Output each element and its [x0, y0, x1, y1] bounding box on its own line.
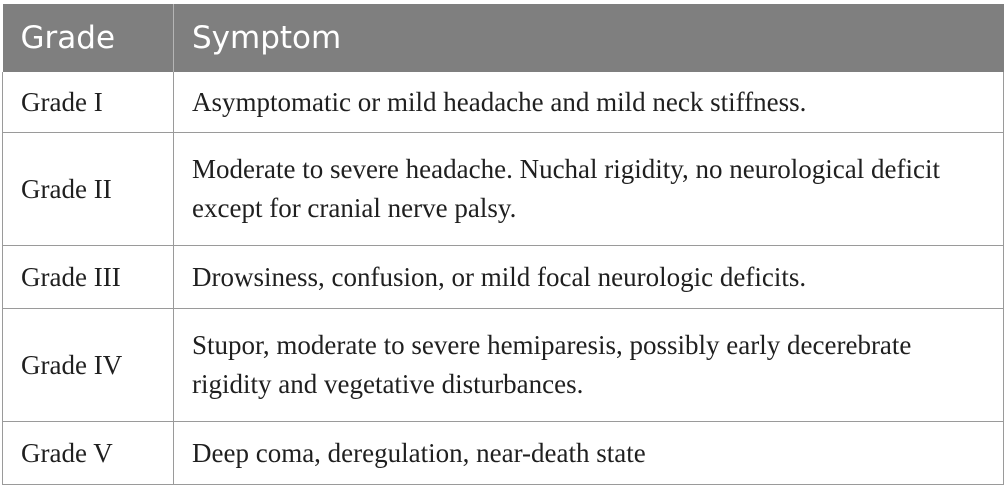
table-row: [3, 133, 1004, 246]
table-row: [3, 246, 1004, 309]
header-row: [3, 4, 1004, 72]
grade-cell: Grade V: [3, 422, 174, 485]
header-symptom: Symptom: [174, 4, 1004, 72]
grade-cell: Grade II: [3, 133, 174, 246]
grade-cell: Grade IV: [3, 309, 174, 422]
header-grade: Grade: [3, 4, 174, 72]
table-row: [3, 309, 1004, 422]
table-row: [3, 72, 1004, 133]
grading-table: [2, 4, 1004, 485]
grade-cell: Grade I: [3, 72, 174, 133]
symptom-cell: Moderate to severe headache. Nuchal rigidity, no neurological deficit except for cranial nerve palsy.: [174, 133, 1004, 246]
grade-cell: Grade III: [3, 246, 174, 309]
symptom-cell: Asymptomatic or mild headache and mild neck stiffness.: [174, 72, 1004, 133]
symptom-cell: Deep coma, deregulation, near-death state: [174, 422, 1004, 485]
table-header: [3, 4, 1004, 72]
table-body: [3, 72, 1004, 485]
table-row: [3, 422, 1004, 485]
symptom-cell: Stupor, moderate to severe hemiparesis, possibly early decerebrate rigidity and vegetative disturbances.: [174, 309, 1004, 422]
symptom-cell: Drowsiness, confusion, or mild focal neurologic deficits.: [174, 246, 1004, 309]
